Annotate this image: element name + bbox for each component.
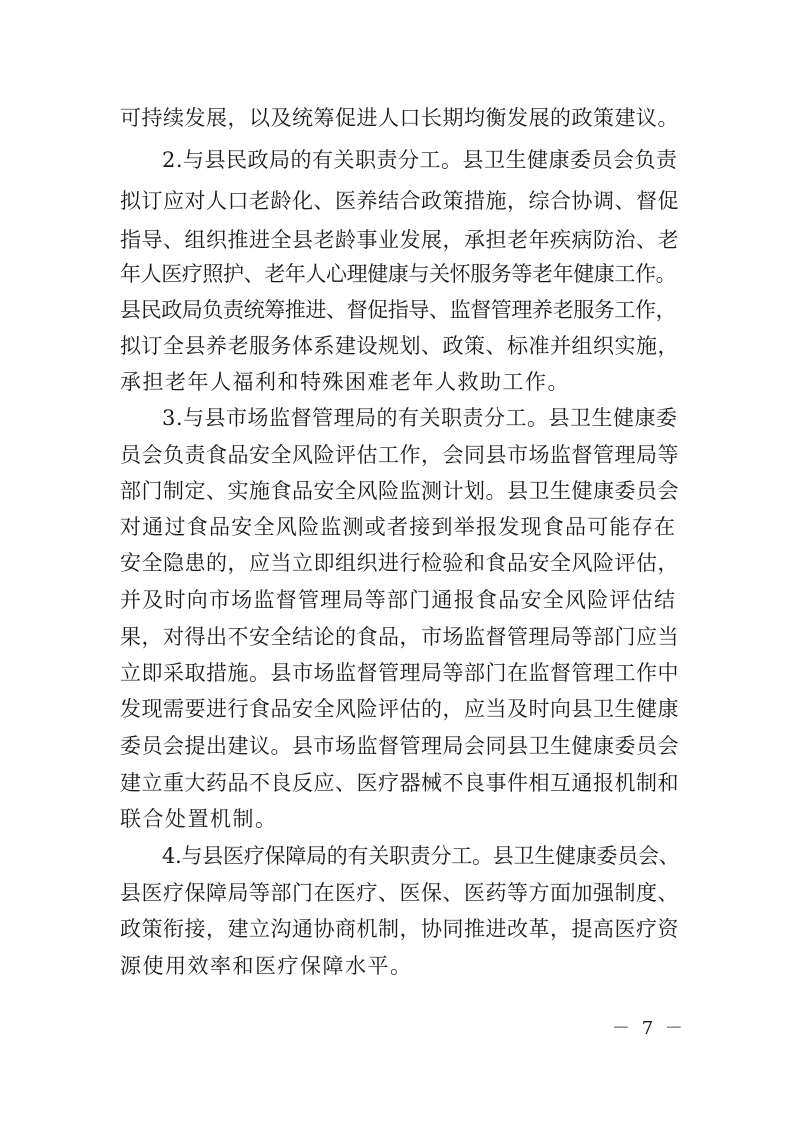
text-line: 部门制定、实施食品安全风险监测计划。县卫生健康委员会 xyxy=(120,479,679,503)
text-line: 委员会提出建议。县市场监督管理局会同县卫生健康委员会 xyxy=(120,734,679,758)
text-line: 政策衔接，建立沟通协商机制，协同推进改革，提高医疗资 xyxy=(120,917,679,941)
text-line: 立即采取措施。县市场监督管理局等部门在监督管理工作中 xyxy=(120,661,679,685)
text-line: 并及时向市场监督管理局等部门通报食品安全风险评估结 xyxy=(120,588,677,612)
text-line: 员会负责食品安全风险评估工作，会同县市场监督管理局等 xyxy=(120,443,679,467)
page-number: － 7 － xyxy=(612,1018,686,1039)
text-line: 县医疗保障局等部门在医疗、医保、医药等方面加强制度、 xyxy=(120,881,679,905)
text-line: 对通过食品安全风险监测或者接到举报发现食品可能存在 xyxy=(120,515,677,539)
text-line: 联合处置机制。 xyxy=(120,807,278,831)
text-line: 源使用效率和医疗保障水平。 xyxy=(120,954,413,978)
text-line: 建立重大药品不良反应、医疗器械不良事件相互通报机制和 xyxy=(120,771,679,795)
text-line: 县民政局负责统筹推进、督促指导、监督管理养老服务工作， xyxy=(120,298,677,322)
text-line: 指导、组织推进全县老龄事业发展，承担老年疾病防治、老 xyxy=(120,228,679,252)
text-line: 可持续发展，以及统筹促进人口长期均衡发展的政策建议。 xyxy=(120,106,679,130)
text-line: 4.与县医疗保障局的有关职责分工。县卫生健康委员会、 xyxy=(162,844,680,868)
text-line: 拟订应对人口老龄化、医养结合政策措施，综合协调、督促 xyxy=(120,189,679,213)
text-line: 发现需要进行食品安全风险评估的，应当及时向县卫生健康 xyxy=(120,697,679,721)
text-line: 果，对得出不安全结论的食品，市场监督管理局等部门应当 xyxy=(120,625,679,649)
text-line: 3.与县市场监督管理局的有关职责分工。县卫生健康委 xyxy=(162,406,678,430)
text-line: 2.与县民政局的有关职责分工。县卫生健康委员会负责 xyxy=(162,148,678,172)
text-line: 拟订全县养老服务体系建设规划、政策、标准并组织实施， xyxy=(120,334,679,358)
text-line: 承担老年人福利和特殊困难老年人救助工作。 xyxy=(120,370,570,394)
text-line: 安全隐患的，应当立即组织进行检验和食品安全风险评估， xyxy=(120,551,679,575)
text-line: 年人医疗照护、老年人心理健康与关怀服务等老年健康工作。 xyxy=(120,262,677,286)
